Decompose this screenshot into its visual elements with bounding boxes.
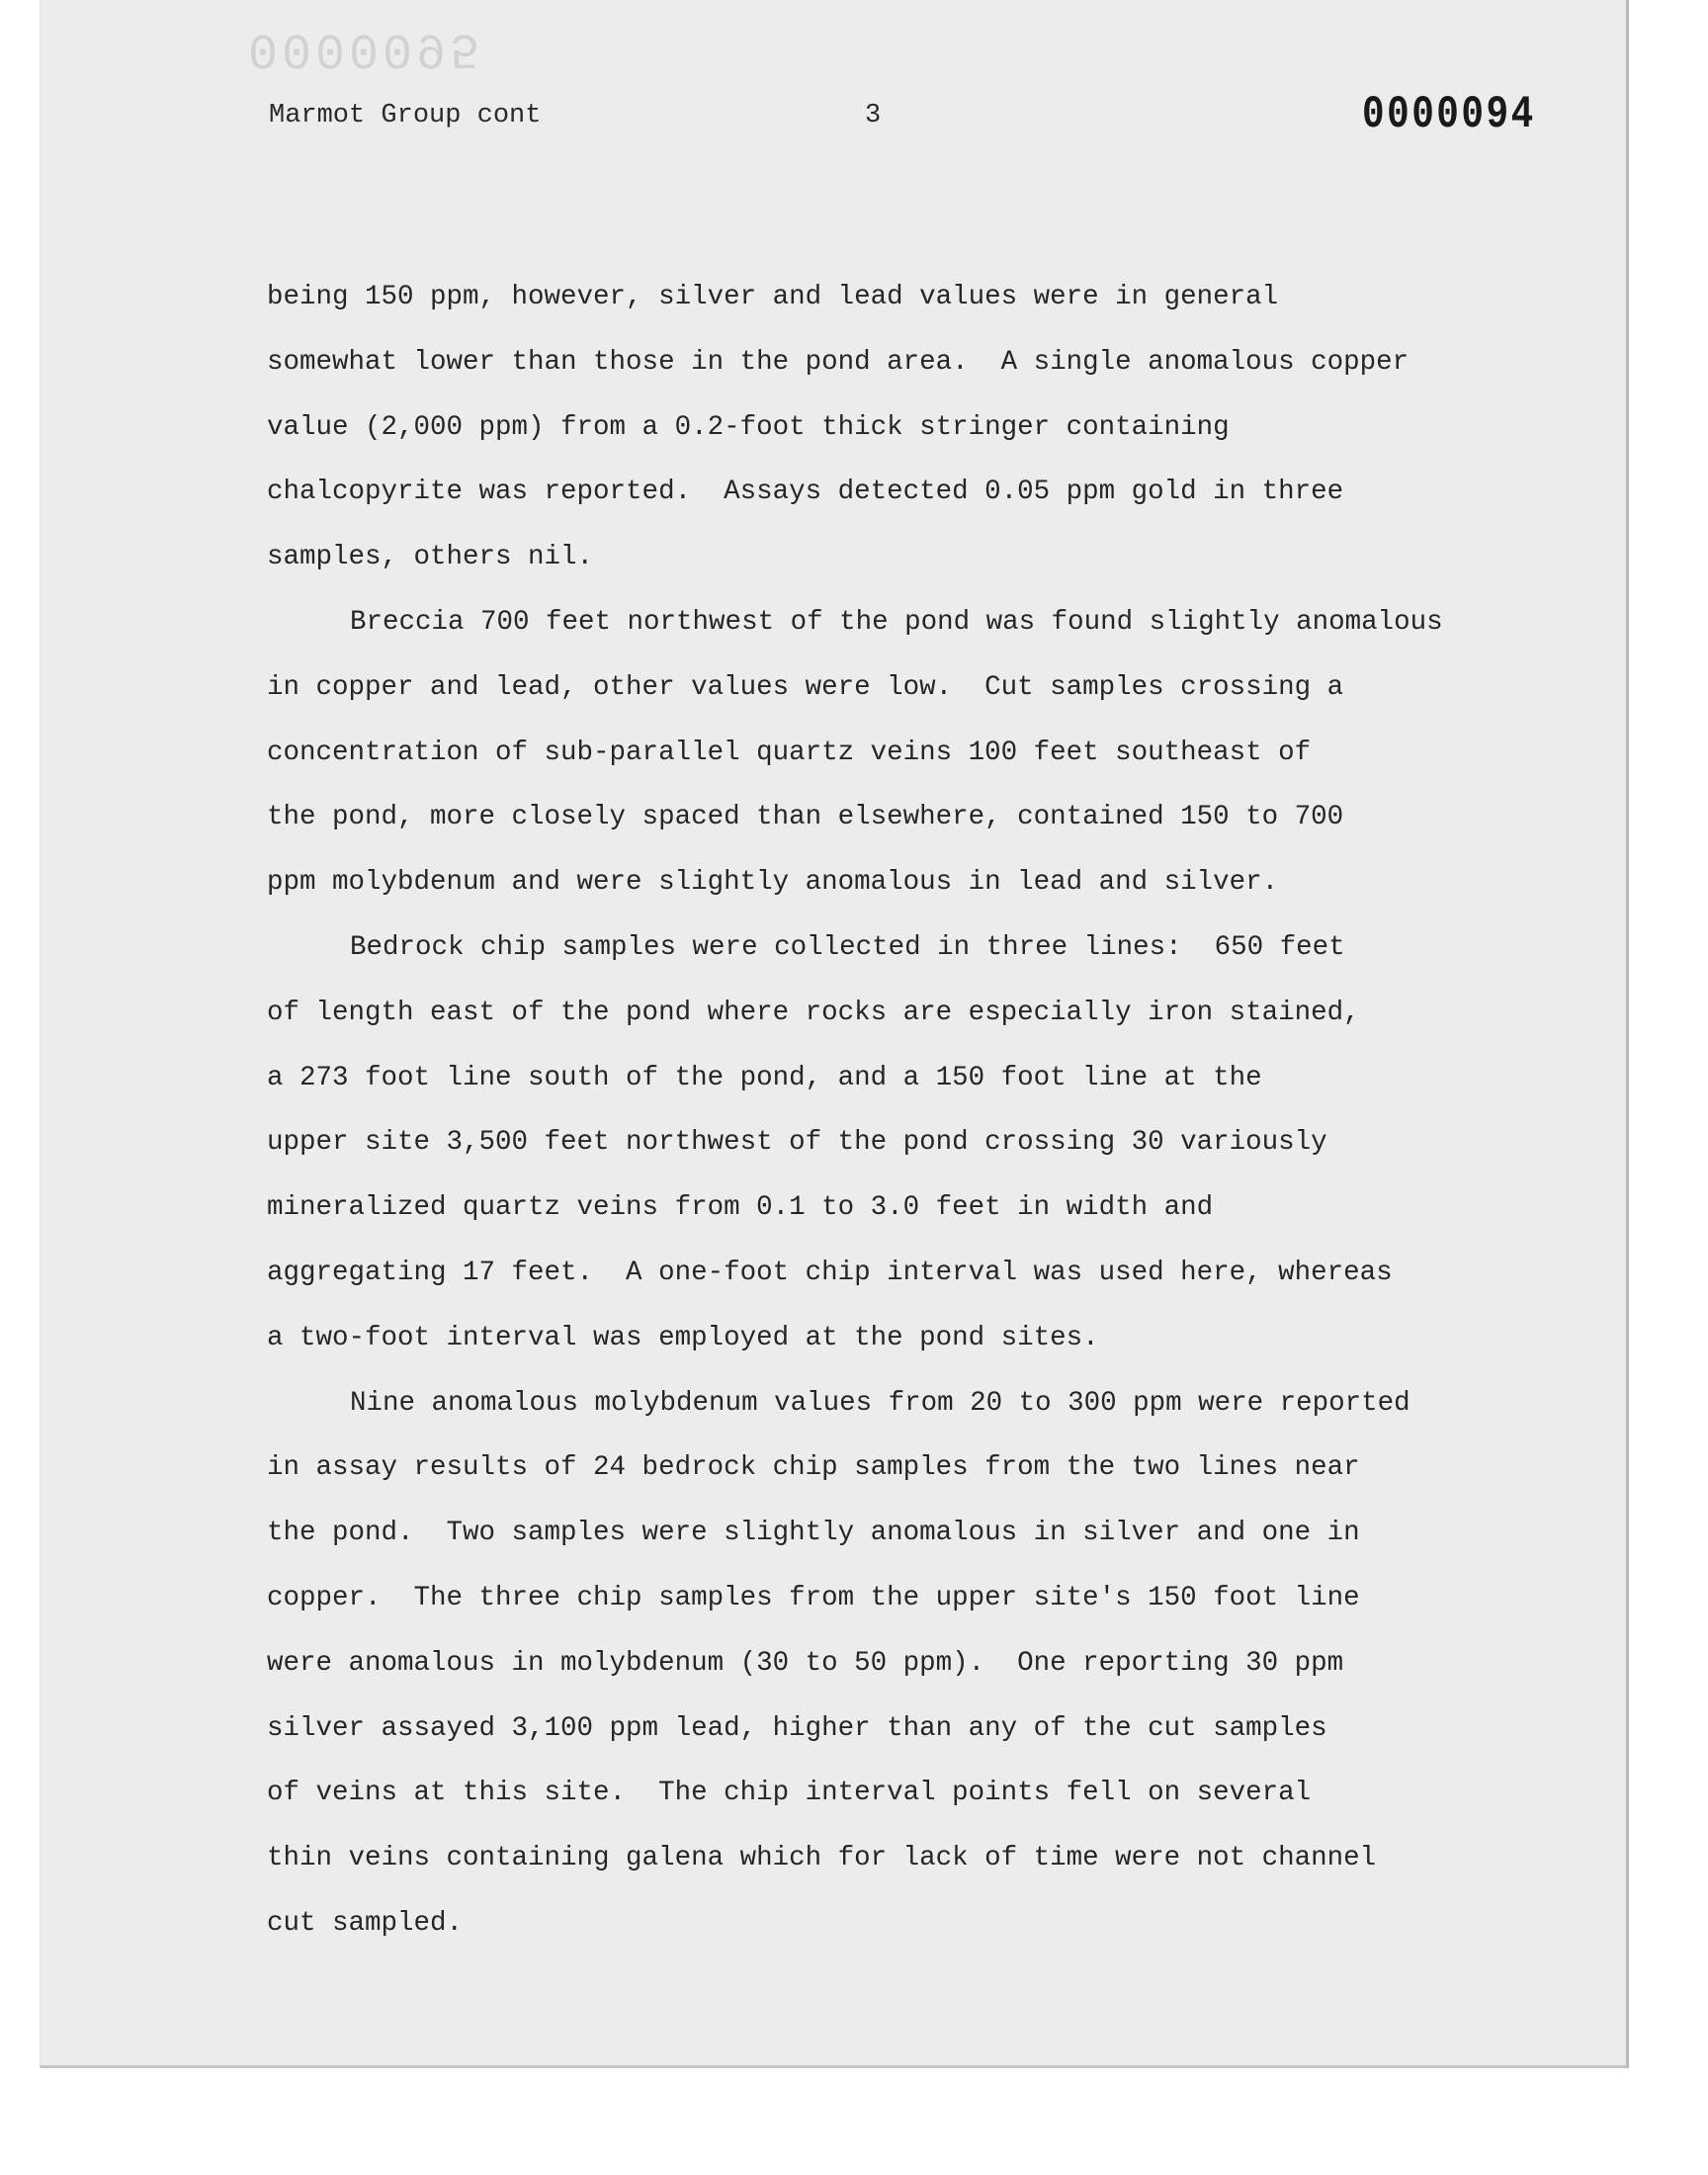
text-line: Nine anomalous molybdenum values from 20 to 300 ppm were reported: [350, 1387, 1410, 1419]
text-line: concentration of sub-parallel quartz veins 100 feet southeast of: [267, 737, 1312, 768]
text-line: a two-foot interval was employed at the pond sites.: [267, 1322, 1099, 1353]
text-line: of length east of the pond where rocks are especially iron stained,: [267, 997, 1360, 1028]
document-number-stamp: 0000094: [1362, 89, 1536, 140]
text-line: were anomalous in molybdenum (30 to 50 ppm). One reporting 30 ppm: [267, 1647, 1344, 1679]
text-line: chalcopyrite was reported. Assays detected 0.05 ppm gold in three: [267, 477, 1344, 508]
text-line: the pond, more closely spaced than elsewhere, contained 150 to 700: [267, 802, 1344, 833]
text-line: cut sampled.: [267, 1907, 464, 1939]
text-line: value (2,000 ppm) from a 0.2-foot thick stringer containing: [267, 411, 1230, 443]
text-line: mineralized quartz veins from 0.1 to 3.0 feet in width and: [267, 1192, 1214, 1224]
text-line: samples, others nil.: [267, 542, 594, 573]
body-text: [267, 265, 1483, 1957]
text-line: a 273 foot line south of the pond, and a 150 foot line at the: [267, 1062, 1262, 1093]
paragraph: [267, 265, 1483, 590]
paragraph: [267, 915, 1483, 1371]
text-line: thin veins containing galena which for lack of time were not channel: [267, 1843, 1377, 1874]
page-number: 3: [865, 101, 882, 130]
header-title: Marmot Group cont: [269, 101, 542, 130]
text-line: Breccia 700 feet northwest of the pond was found slightly anomalous: [350, 606, 1443, 638]
paragraph: [267, 1371, 1483, 1957]
text-line: copper. The three chip samples from the upper site's 150 foot line: [267, 1582, 1360, 1613]
text-line: silver assayed 3,100 ppm lead, higher than any of the cut samples: [267, 1712, 1327, 1744]
paragraph: [267, 590, 1483, 915]
page-header: [0, 89, 1708, 160]
text-line: upper site 3,500 feet northwest of the pond crossing 30 variously: [267, 1127, 1327, 1159]
text-line: in copper and lead, other values were low. Cut samples crossing a: [267, 671, 1344, 703]
text-line: the pond. Two samples were slightly anomalous in silver and one in: [267, 1518, 1360, 1549]
text-line: ppm molybdenum and were slightly anomalous in lead and silver.: [267, 867, 1279, 899]
text-line: aggregating 17 feet. A one-foot chip interval was used here, whereas: [267, 1257, 1393, 1288]
text-line: somewhat lower than those in the pond area. A single anomalous copper: [267, 346, 1409, 378]
text-line: Bedrock chip samples were collected in three lines: 650 feet: [350, 931, 1345, 963]
text-line: of veins at this site. The chip interval points fell on several: [267, 1778, 1312, 1809]
ghost-document-number: 0000095: [248, 20, 484, 76]
text-line: being 150 ppm, however, silver and lead values were in general: [267, 282, 1279, 312]
text-line: in assay results of 24 bedrock chip samples from the two lines near: [267, 1452, 1360, 1484]
